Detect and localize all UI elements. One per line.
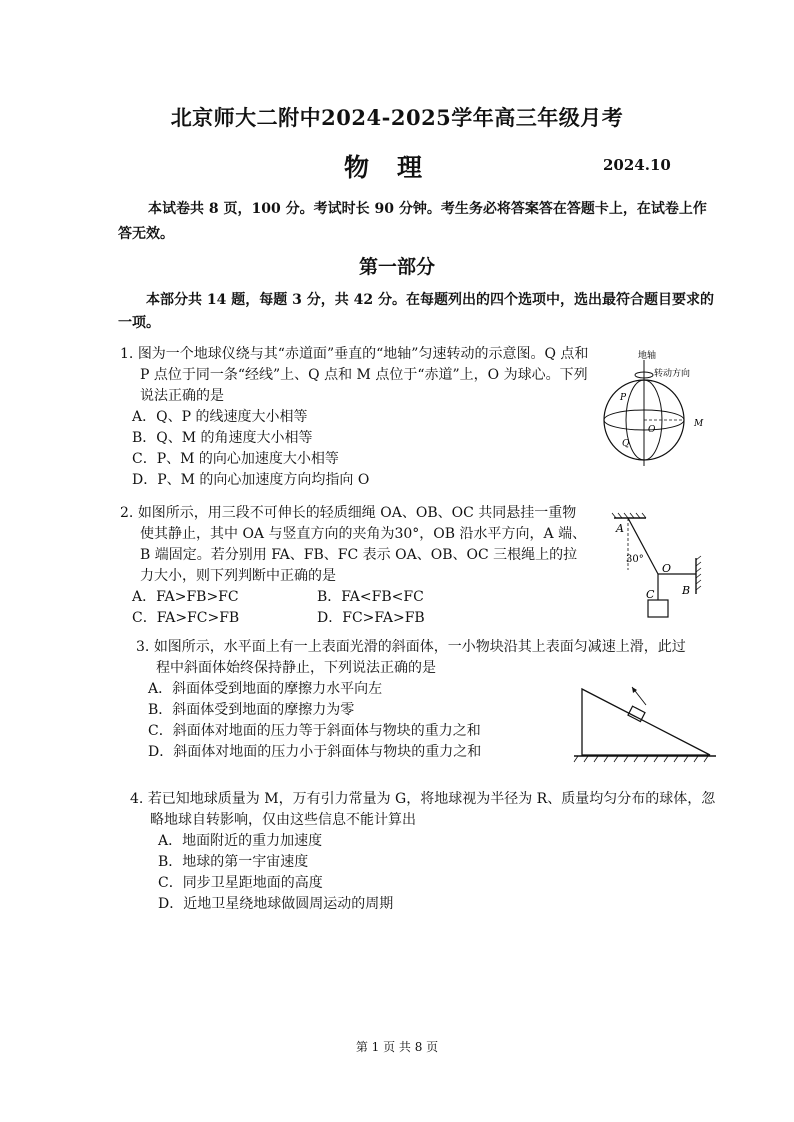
question-number: 4. [130, 791, 144, 807]
options-grid [120, 587, 590, 629]
option-b: B．斜面体受到地面的摩擦力为零 [148, 702, 355, 718]
point-m-label: M [694, 419, 704, 429]
option-d: D．近地卫星绕地球做圆周运动的周期 [158, 896, 394, 912]
subject-title: 物理 [343, 153, 450, 182]
option-c: C．FA>FC>FB [132, 610, 240, 626]
point-c-label: C [646, 588, 655, 601]
option-d: D．P、M 的向心加速度方向均指向 O [132, 472, 370, 488]
point-o-label: O [662, 562, 672, 575]
option-b: B．FA<FB<FC [317, 589, 424, 605]
option-d: D．斜面体对地面的压力小于斜面体与物块的重力之和 [148, 744, 482, 760]
point-o-label: O [648, 425, 656, 435]
option-a: A．FA>FB>FC [132, 589, 239, 605]
exam-title: 北京师大二附中2024-2025学年高三年级月考 [170, 105, 624, 130]
option-b: B．Q、M 的角速度大小相等 [132, 430, 313, 446]
angle-label: 30° [626, 554, 644, 565]
axis-label: 地轴 [638, 351, 657, 361]
question-stem: 若已知地球质量为 M，万有引力常量为 G，将地球视为半径为 R、质量均匀分布的球体，忽略地球自转影响，仅由这些信息不能计算出 [147, 791, 716, 828]
question-2 [120, 503, 590, 629]
exam-date: 2024.10 [603, 156, 671, 174]
point-b-label: B [682, 584, 691, 597]
globe-figure [594, 348, 724, 473]
question-stem: 如图所示，用三段不可伸长的轻质细绳 OA、OB、OC 共同悬挂一重物使其静止，其中 OA 与竖直方向的夹角为30°，OB 沿水平方向，A 端、B 端固定。若分别用 FA、FB、FC 表示 OA、OB、OC 三根绳上的拉力大小，则下列判断中正确的是 [137, 505, 587, 584]
question-stem: 图为一个地球仪绕与其“赤道面”垂直的“地轴”匀速转动的示意图。Q 点和 P 点位于同一条“经线”上、Q 点和 M 点位于“赤道”上，O 为球心。下列说法正确的是 [137, 346, 589, 404]
question-4 [130, 789, 720, 915]
weight-block [648, 600, 668, 617]
part-title: 第一部分 [358, 256, 435, 278]
option-c: C．斜面体对地面的压力等于斜面体与物块的重力之和 [148, 723, 481, 739]
ground-hatch [574, 756, 708, 762]
option-c: C．同步卫星距地面的高度 [158, 875, 323, 891]
option-a: A．斜面体受到地面的摩擦力水平向左 [148, 681, 383, 697]
question-number: 1. [120, 346, 134, 362]
point-p-label: P [620, 393, 627, 403]
question-number: 3. [136, 639, 150, 655]
incline-block [582, 689, 710, 755]
question-stem: 如图所示，水平面上有一上表面光滑的斜面体，一小物块沿其上表面匀减速上滑，此过程中斜面体始终保持静止，下列说法正确的是 [153, 639, 686, 676]
part-instructions: 本部分共 14 题，每题 3 分，共 42 分。在每题列出的四个选项中，选出最符合题目要求的一项。 [118, 292, 714, 331]
question-1 [120, 344, 590, 491]
option-d: D．FC>FA>FB [317, 610, 425, 626]
question-number: 2. [120, 505, 134, 521]
option-c: C．P、M 的向心加速度大小相等 [132, 451, 339, 467]
wall-hatch [696, 556, 701, 590]
rope-figure [606, 510, 718, 622]
rotation-label: 转动方向 [654, 369, 691, 379]
ceiling-hatch [612, 513, 646, 518]
option-a: A．地面附近的重力加速度 [158, 833, 323, 849]
exam-instructions: 本试卷共 8 页，100 分。考试时长 90 分钟。考生务必将答案答在答题卡上，在试卷上作答无效。 [118, 201, 707, 242]
rope-oa [628, 518, 658, 574]
option-a: A．Q、P 的线速度大小相等 [132, 409, 308, 425]
option-b: B．地球的第一宇宙速度 [158, 854, 309, 870]
page-footer: 第 1 页 共 8 页 [355, 1040, 439, 1054]
point-a-label: A [616, 522, 624, 535]
point-q-label: Q [622, 439, 630, 449]
incline-figure [570, 675, 720, 767]
